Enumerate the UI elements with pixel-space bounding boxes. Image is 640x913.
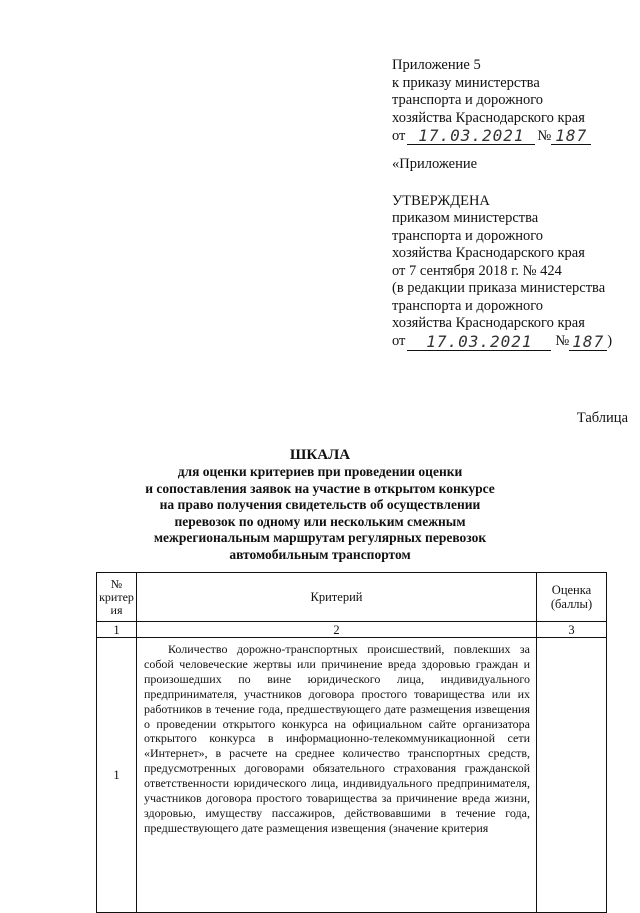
title-line-1: для оценки критериев при проведении оценки <box>177 464 463 479</box>
column-number-1: 1 <box>97 622 137 638</box>
approval-line-3: хозяйства Краснодарского края <box>392 245 585 261</box>
approval-block <box>392 156 637 351</box>
approval-heading: УТВЕРЖДЕНА <box>392 192 490 209</box>
approval-line-5: (в редакции приказа министерства <box>392 280 606 296</box>
approval-line-7: хозяйства Краснодарского края <box>392 315 585 331</box>
approval-number-handwritten: 187 <box>569 333 607 351</box>
table-row <box>97 638 607 913</box>
appendix-line-3: транспорта и дорожного <box>392 92 544 108</box>
appendix-line-4: хозяйства Краснодарского края <box>392 109 585 126</box>
row-criterion-text <box>137 638 537 913</box>
appendix-date-handwritten: 17.03.2021 <box>407 127 535 145</box>
approval-date-row <box>392 333 637 351</box>
approval-closing-paren: ) <box>607 333 613 349</box>
title-line-4: перевозок по одному или нескольким смежным <box>174 513 466 529</box>
appendix-line-1: Приложение 5 <box>392 57 481 73</box>
appendix-header <box>392 57 632 145</box>
appendix-number-prefix: № <box>537 127 552 144</box>
header-criterion-number: № критер ия <box>97 573 137 622</box>
approval-line-6: транспорта и дорожного <box>392 297 544 314</box>
approval-line-1: приказом министерства <box>392 210 539 226</box>
appendix-date-row <box>392 127 632 145</box>
appendix-number-handwritten: 187 <box>551 127 591 145</box>
approval-quote-title: «Приложение <box>392 156 478 172</box>
title-line-3: на право получения свидетельств об осуществлении <box>159 497 481 513</box>
approval-line-2: транспорта и дорожного <box>392 227 544 244</box>
title-line-5: межрегиональным маршрутам регулярных перевозок <box>153 530 487 546</box>
table-label: Таблица <box>576 410 628 426</box>
title-main: ШКАЛА <box>289 447 351 463</box>
appendix-line-2: к приказу министерства <box>392 74 540 91</box>
column-number-row <box>97 622 607 638</box>
title-line-6: автомобильным транспортом <box>229 546 411 562</box>
approval-date-prefix: от <box>392 333 406 349</box>
row-criterion-paragraph: Количество дорожно-транспортных происшествий, повлекших за собой человеческие жертвы или причинение вреда здоровью граждан и произошедших по вине юридического лица, индивидуального предпринимателя, участников договора простого товарищества или их работников в течение года, предшествующего дате размещения извещения о проведении открытого конкурса на официальном сайте организатора открытого конкурса в информационно-телекоммуникационной сети «Интернет», в расчете на среднее количество транспортных средств, предусмотренных договорами обязательного страхования гражданской ответственности юридического лица, индивидуального предпринимателя, участников договора простого товарищества за причинение вреда жизни, здоровью, имуществу пассажиров, действовавшими в течение года, предшествующего дате размещения извещения (значение критерия <box>144 642 530 835</box>
approval-date-handwritten: 17.03.2021 <box>407 333 551 351</box>
row-criterion-number: 1 <box>97 638 137 913</box>
title-line-2: и сопоставления заявок на участие в открытом конкурсе <box>145 480 495 496</box>
criteria-table <box>96 572 607 913</box>
table-header-row <box>97 573 607 622</box>
column-number-3: 3 <box>537 622 607 638</box>
appendix-date-prefix: от <box>392 127 406 144</box>
column-number-2: 2 <box>137 622 537 638</box>
header-criterion: Критерий <box>137 573 537 622</box>
row-score <box>537 638 607 913</box>
approval-line-4: от 7 сентября 2018 г. № 424 <box>392 262 562 279</box>
approval-number-prefix: № <box>555 333 570 349</box>
document-title <box>120 446 520 564</box>
header-score: Оценка (баллы) <box>537 573 607 622</box>
